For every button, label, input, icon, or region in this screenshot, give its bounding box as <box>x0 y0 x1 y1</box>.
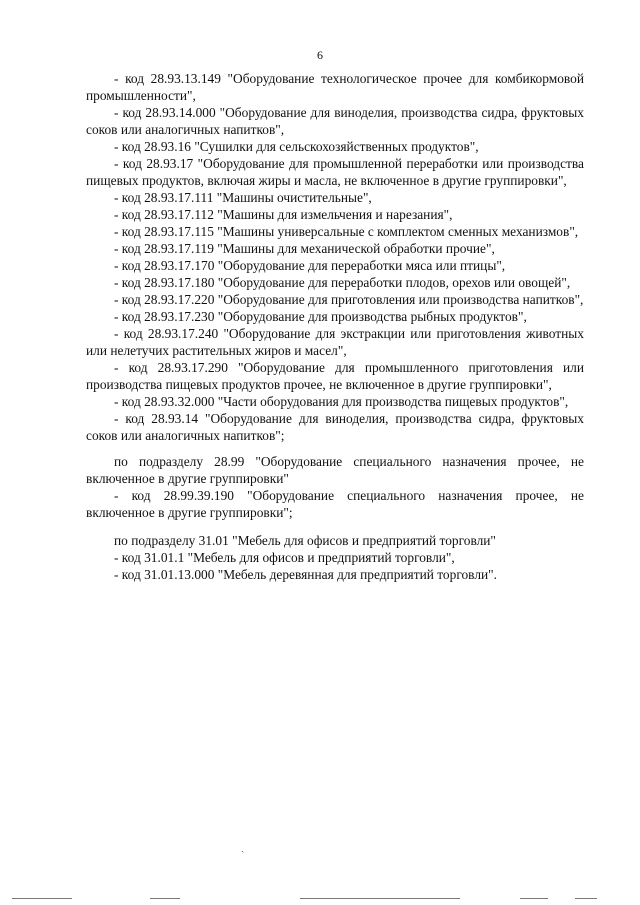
paragraph: - код 28.93.17.111 "Машины очистительные", <box>114 190 372 205</box>
paragraph: - код 28.93.17.180 "Оборудование для переработки плодов, орехов или овощей", <box>114 275 571 290</box>
paragraph: - код 28.93.17.240 "Оборудование для экстракции или приготовления животных или нелетучих растительных жиров и масел", <box>86 326 584 358</box>
paragraph: - код 28.93.16 "Сушилки для сельскохозяйственных продуктов", <box>114 139 479 154</box>
paragraph: - код 28.93.17.230 "Оборудование для производства рыбных продуктов", <box>114 309 527 324</box>
paragraph: - код 28.93.17.112 "Машины для измельчения и нарезания", <box>114 207 453 222</box>
section-heading: по подразделу 28.99 "Оборудование специального назначения прочее, не включенное в другие группировки" <box>86 454 584 486</box>
page-number: 6 <box>317 48 323 62</box>
paragraph: - код 28.93.17.115 "Машины универсальные с комплектом сменных механизмов", <box>114 224 579 239</box>
scan-edge-noise <box>0 895 640 905</box>
paragraph: - код 28.93.17.290 "Оборудование для промышленного приготовления или производства пищевых продуктов прочее, не включенное в другие группировки", <box>86 360 584 392</box>
paragraph: - код 28.93.14 "Оборудование для виноделия, производства сидра, фруктовых соков или аналогичных напитков"; <box>86 411 584 443</box>
paragraph: - код 31.01.13.000 "Мебель деревянная для предприятий торговли". <box>114 567 497 582</box>
paragraph: - код 28.99.39.190 "Оборудование специального назначения прочее, не включенное в другие группировки"; <box>86 488 584 520</box>
paragraph: - код 28.93.13.149 "Оборудование технологическое прочее для комбикормовой промышленности", <box>86 71 584 103</box>
scan-artifact <box>575 898 597 899</box>
paragraph: - код 28.93.17.170 "Оборудование для переработки мяса или птицы", <box>114 258 506 273</box>
section-heading: по подразделу 31.01 "Мебель для офисов и предприятий торговли" <box>114 533 496 548</box>
paragraph: - код 28.93.17.220 "Оборудование для приготовления или производства напитков", <box>114 292 584 307</box>
document-body <box>86 70 584 583</box>
stray-mark: ˏ <box>241 842 245 853</box>
scan-artifact <box>520 898 548 899</box>
scan-artifact <box>300 898 460 899</box>
paragraph: - код 31.01.1 "Мебель для офисов и предприятий торговли", <box>114 550 455 565</box>
paragraph: - код 28.93.14.000 "Оборудование для виноделия, производства сидра, фруктовых соков или аналогичных напитков", <box>86 105 584 137</box>
scan-artifact <box>12 898 72 899</box>
paragraph: - код 28.93.17.119 "Машины для механической обработки прочие", <box>114 241 495 256</box>
paragraph: - код 28.93.32.000 "Части оборудования для производства пищевых продуктов", <box>114 394 569 409</box>
paragraph: - код 28.93.17 "Оборудование для промышленной переработки или производства пищевых продуктов, включая жиры и масла, не включенное в другие группировки", <box>86 156 584 188</box>
scan-artifact <box>150 898 180 899</box>
